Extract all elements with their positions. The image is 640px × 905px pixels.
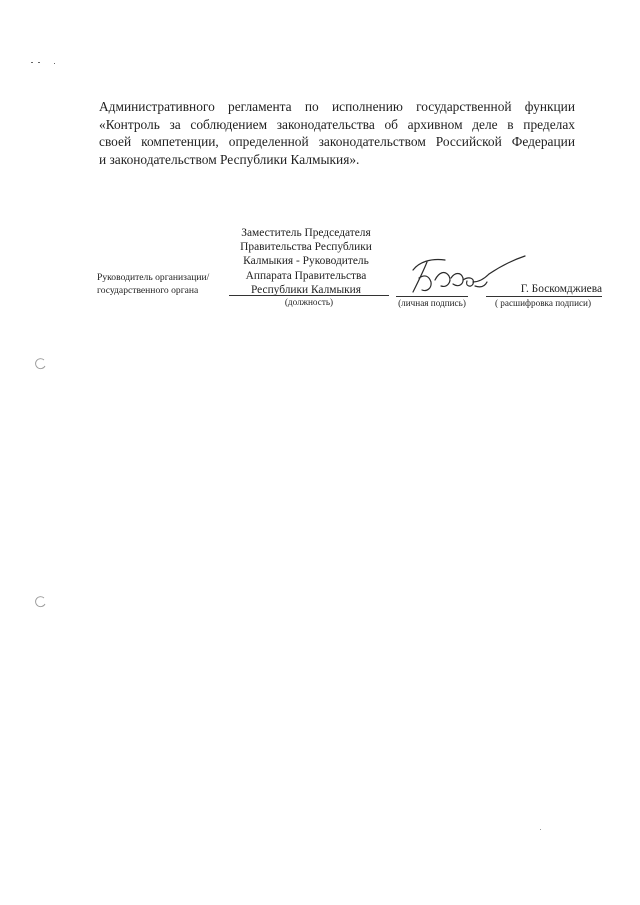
position-line: Правительства Республики: [240, 241, 372, 254]
position-line: Аппарата Правительства: [245, 269, 367, 282]
position-line: Калмыкия - Руководитель: [243, 255, 369, 268]
scan-speck: [54, 63, 55, 64]
signer-name: Г. Боскомджиева: [520, 283, 602, 295]
punch-hole-icon: [34, 595, 47, 608]
signatory-role: [97, 271, 209, 297]
scan-speck: [31, 62, 33, 63]
signature-caption: (личная подпись): [398, 298, 466, 308]
signer-name-underline: [486, 296, 602, 297]
paragraph-line: и законодательством Республики Калмыкия».: [99, 151, 360, 167]
paragraph-line: своей компетенции, определенной законодательством Российской Федерации: [99, 134, 575, 149]
scan-speck: [540, 829, 541, 830]
punch-hole-icon: [34, 357, 47, 370]
paragraph-line: «Контроль за соблюдением законодательства об архивном деле в пределах: [99, 116, 575, 132]
position-caption: (должность): [284, 297, 334, 307]
paragraph-line: Административного регламента по исполнению государственной функции: [99, 99, 575, 114]
regulation-paragraph: [99, 98, 575, 168]
position-line: Заместитель Председателя: [241, 227, 371, 239]
role-line: государственного органа: [97, 285, 199, 296]
signature-underline: [396, 296, 468, 297]
decode-caption: ( расшифровка подписи): [494, 298, 592, 308]
position-underline: [229, 295, 389, 296]
signatory-position: [222, 226, 390, 297]
scan-speck: [38, 62, 40, 63]
role-line: Руководитель организации/: [97, 272, 210, 283]
position-line: Республики Калмыкия: [250, 283, 361, 296]
